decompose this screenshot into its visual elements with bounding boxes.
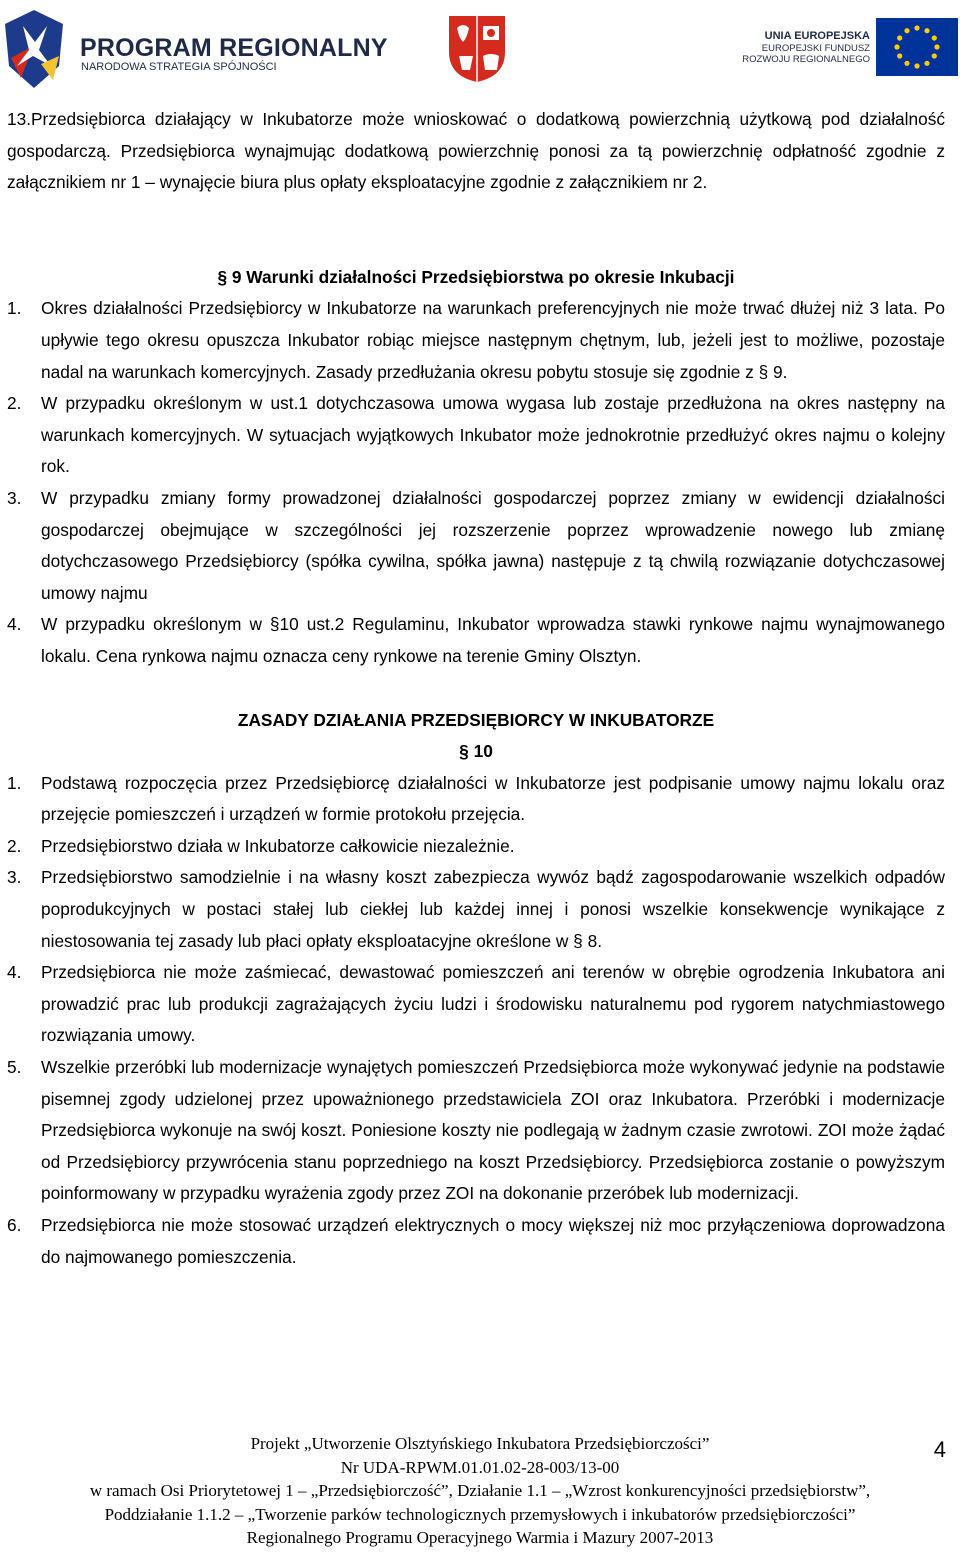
list-item: 1. Okres działalności Przedsiębiorcy w Inkubatorze na warunkach preferencyjnych nie może trwać dłużej niż 3 lata. Po upływie tego okresu opuszcza Inkubator robiąc miejsce następnym chętnym, lub, jeżeli jest to możliwe, pozostaje nadal na warunkach komercyjnych. Zasady przedłużania okresu pobytu stosuje się zgodnie z § 9.	[7, 298, 945, 382]
program-regionalny-logo-icon	[3, 6, 65, 92]
list-item: 3. W przypadku zmiany formy prowadzonej działalności gospodarczej poprzez zmiany w ewidencji działalności gospodarczej obejmujące w szczególności jej rozszerzenie poprzez wprowadzenie nowego lub zmianę dotychczasowego Przedsiębiorcy (spółka cywilna, spółka jawna) następuje z tą chwilą rozwiązanie dotychczasowej umowy najmu	[7, 487, 945, 603]
eu-label	[742, 30, 870, 65]
document-body	[7, 104, 945, 1273]
list-item: 4. Przedsiębiorca nie może zaśmiecać, dewastować pomieszczeń ani terenów w obrębie ogrodzenia Inkubatora ani prowadzić prac lub produkcji zagrażających życiu ludzi i środowisku naturalnemu pod rygorem natychmiastowego rozwiązania umowy.	[7, 962, 945, 1046]
page-footer	[0, 1432, 960, 1550]
footer-line-2: Nr UDA-RPWM.01.01.02-28-003/13-00	[340, 1457, 620, 1477]
list-item: 1. Podstawą rozpoczęcia przez Przedsiębiorcę działalności w Inkubatorze jest podpisanie umowy najmu lokalu oraz przejęcie pomieszczeń i urządzeń w formie protokołu przejęcia.	[7, 772, 945, 825]
list-item: 4. W przypadku określonym w §10 ust.2 Regulaminu, Inkubator wprowadza stawki rynkowe najmu wynajmowanego lokalu. Cena rynkowa najmu oznacza ceny rynkowe na terenie Gminy Olsztyn.	[7, 614, 945, 666]
list-item: 6. Przedsiębiorca nie może stosować urządzeń elektrycznych o mocy większej niż moc przyłączeniowa doprowadzona do najmowanego pomieszczenia.	[7, 1215, 945, 1267]
program-subtitle: NARODOWA STRATEGIA SPÓJNOŚCI	[81, 61, 277, 73]
list-item: 3. Przedsiębiorstwo samodzielnie i na własny koszt zabezpiecza wywóz bądź zagospodarowanie wszelkich odpadów poprodukcyjnych w postaci stałej lub ciekłej lub każdej innej i ponosi wszelkie konsekwencje wynikające z niestosowania tej zasady lub płaci opłaty eksploatacyjne określone w § 8.	[7, 867, 945, 951]
program-title: PROGRAM REGIONALNY	[80, 34, 388, 62]
footer-line-3: w ramach Osi Priorytetowej 1 – „Przedsiębiorczość”, Działanie 1.1 – „Wzrost konkurencyjności przedsiębiorstw”,	[89, 1481, 871, 1500]
eu-title: UNIA EUROPEJSKA	[764, 30, 870, 42]
list-item: 2. W przypadku określonym w ust.1 dotychczasowa umowa wygasa lub zostaje przedłużona na okres następny na warunkach komercyjnych. W sytuacjach wyjątkowych Inkubator może jednokrotnie przedłużyć okres najmu o kolejny rok.	[7, 393, 945, 477]
voivodeship-crest-icon	[447, 14, 507, 84]
section-9-list	[7, 293, 945, 672]
eu-sub-2: ROZWOJU REGIONALNEGO	[742, 54, 870, 65]
footer-line-5: Regionalnego Programu Operacyjnego Warmia i Mazury 2007-2013	[246, 1528, 714, 1547]
intro-paragraph: 13.Przedsiębiorca działający w Inkubatorze może wnioskować o dodatkową powierzchnią użytkową pod działalność gospodarczą. Przedsiębiorca wynajmując dodatkową powierzchnię ponosi za tą powierzchnię odpłatność zgodnie z załącznikiem nr 1 – wynajęcie biura plus opłaty eksploatacyjne zgodnie z załącznikiem nr 2.	[7, 109, 945, 193]
page-number: 4	[933, 1437, 946, 1462]
list-item: 5. Wszelkie przeróbki lub modernizacje wynajętych pomieszczeń Przedsiębiorca może wykonywać jedynie na podstawie pisemnej zgody udzielonej przez upoważnionego przedstawiciela ZOI oraz Inkubatora. Przeróbki i modernizacje Przedsiębiorca wykonuje na swój koszt. Poniesione koszty nie podlegają w żadnym czasie zwrotowi. ZOI może żądać od Przedsiębiorcy przywrócenia stanu poprzedniego na koszt Przedsiębiorcy. Przedsiębiorca zostanie o powyższym poinformowany w przypadku wyrażenia zgody przez ZOI na dokonanie przeróbek lub modernizacji.	[7, 1057, 945, 1204]
page-header	[0, 0, 960, 100]
section-10-heading: § 10	[459, 741, 493, 762]
section-10-title: ZASADY DZIAŁANIA PRZEDSIĘBIORCY W INKUBATORZE	[237, 709, 715, 730]
eu-sub-1: EUROPEJSKI FUNDUSZ	[761, 43, 870, 54]
footer-line-4: Poddziałanie 1.1.2 – „Tworzenie parków technologicznych przemysłowych i inkubatorów przedsiębiorczości”	[104, 1504, 856, 1524]
list-item: 2. Przedsiębiorstwo działa w Inkubatorze całkowicie niezależnie.	[7, 835, 515, 856]
footer-line-1: Projekt „Utworzenie Olsztyńskiego Inkubatora Przedsiębiorczości”	[250, 1434, 710, 1453]
eu-flag-icon	[876, 18, 958, 76]
section-9-heading: § 9 Warunki działalności Przedsiębiorstwa po okresie Inkubacji	[217, 266, 735, 287]
section-10-list	[7, 768, 945, 1274]
